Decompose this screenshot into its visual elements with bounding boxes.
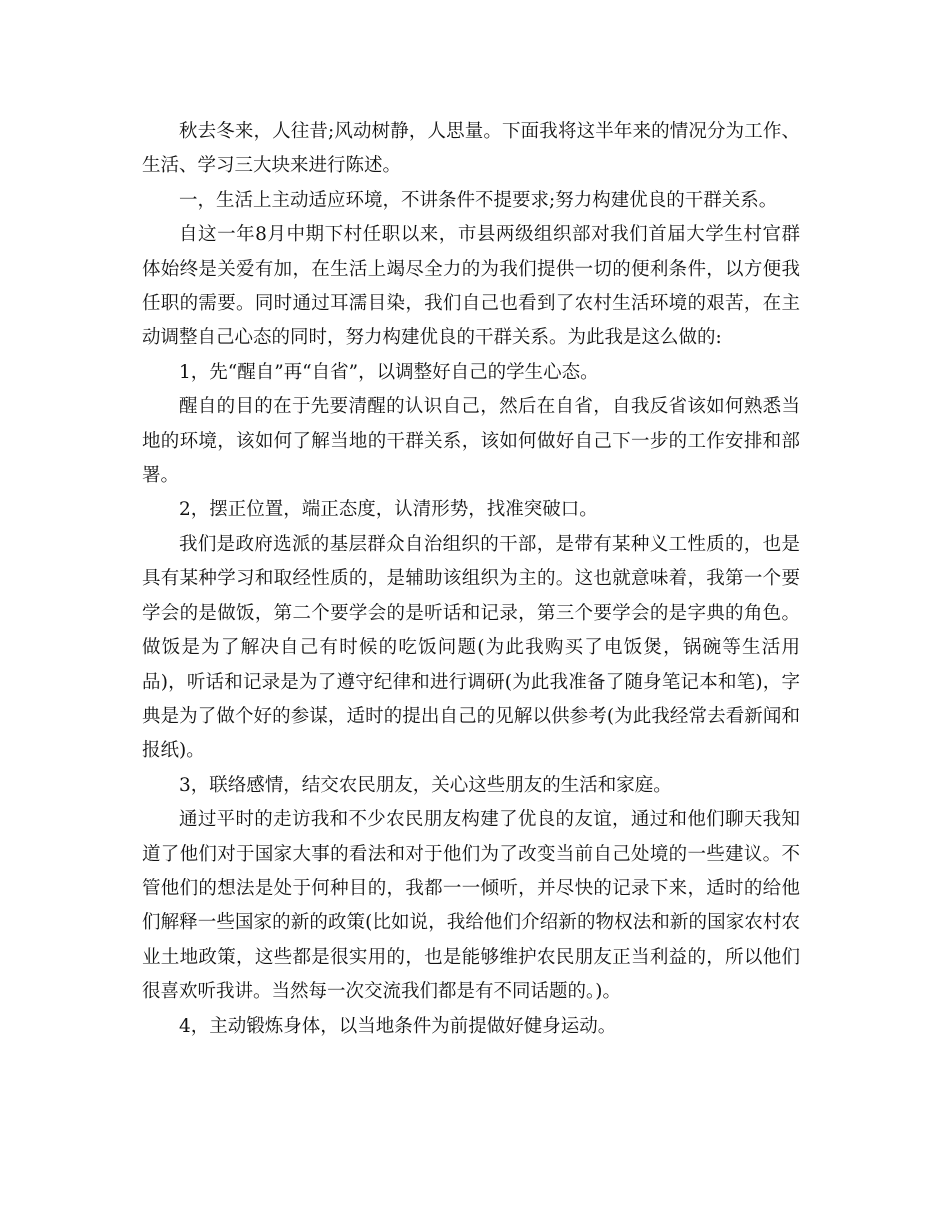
paragraph-intro: 秋去冬来，人往昔;风动树静，人思量。下面我将这半年来的情况分为工作、生活、学习三大块来进行陈述。 — [142, 121, 800, 177]
heading-point-3: 3，联络感情，结交农民朋友，关心这些朋友的生活和家庭。 — [179, 774, 672, 796]
document-body — [142, 115, 800, 1044]
paragraph-point-1: 醒自的目的在于先要清醒的认识自己，然后在自省，自我反省该如何熟悉当地的环境，该如何了解当地的干群关系，该如何做好自己下一步的工作安排和部署。 — [142, 396, 800, 487]
heading-point-4: 4，主动锻炼身体，以当地条件为前提做好健身运动。 — [179, 1015, 617, 1037]
paragraph-background: 自这一年8月中期下村任职以来，市县两级组织部对我们首届大学生村官群体始终是关爱有加，在生活上竭尽全力的为我们提供一切的便利条件，以方便我任职的需要。同时通过耳濡目染，我们自己也看到了农村生活环境的艰苦，在主动调整自己心态的同时，努力构建优良的干群关系。为此我是这么做的: — [142, 224, 800, 349]
heading-point-2: 2，摆正位置，端正态度，认清形势，找准突破口。 — [179, 499, 598, 521]
heading-point-1: 1，先“醒自”再“自省”，以调整好自己的学生心态。 — [179, 361, 599, 383]
paragraph-point-2: 我们是政府选派的基层群众自治组织的干部，是带有某种义工性质的，也是具有某种学习和取经性质的，是辅助该组织为主的。这也就意味着，我第一个要学会的是做饭，第二个要学会的是听话和记录，第三个要学会的是字典的角色。做饭是为了解决自己有时候的吃饭问题(为此我购买了电饭煲，锅碗等生活用品)，听话和记录是为了遵守纪律和进行调研(为此我准备了随身笔记本和笔)，字典是为了做个好的参谋，适时的提出自己的见解以供参考(为此我经常去看新闻和报纸)。 — [142, 533, 800, 762]
heading-section-one: 一，生活上主动适应环境，不讲条件不提要求;努力构建优良的干群关系。 — [179, 189, 778, 211]
paragraph-point-3: 通过平时的走访我和不少农民朋友构建了优良的友谊，通过和他们聊天我知道了他们对于国家大事的看法和对于他们为了改变当前自己处境的一些建议。不管他们的想法是处于何种目的，我都一一倾听，并尽快的记录下来，适时的给他们解释一些国家的新的政策(比如说，我给他们介绍新的物权法和新的国家农村农业土地政策，这些都是很实用的，也是能够维护农民朋友正当利益的，所以他们很喜欢听我讲。当然每一次交流我们都是有不同话题的。)。 — [142, 809, 800, 1003]
